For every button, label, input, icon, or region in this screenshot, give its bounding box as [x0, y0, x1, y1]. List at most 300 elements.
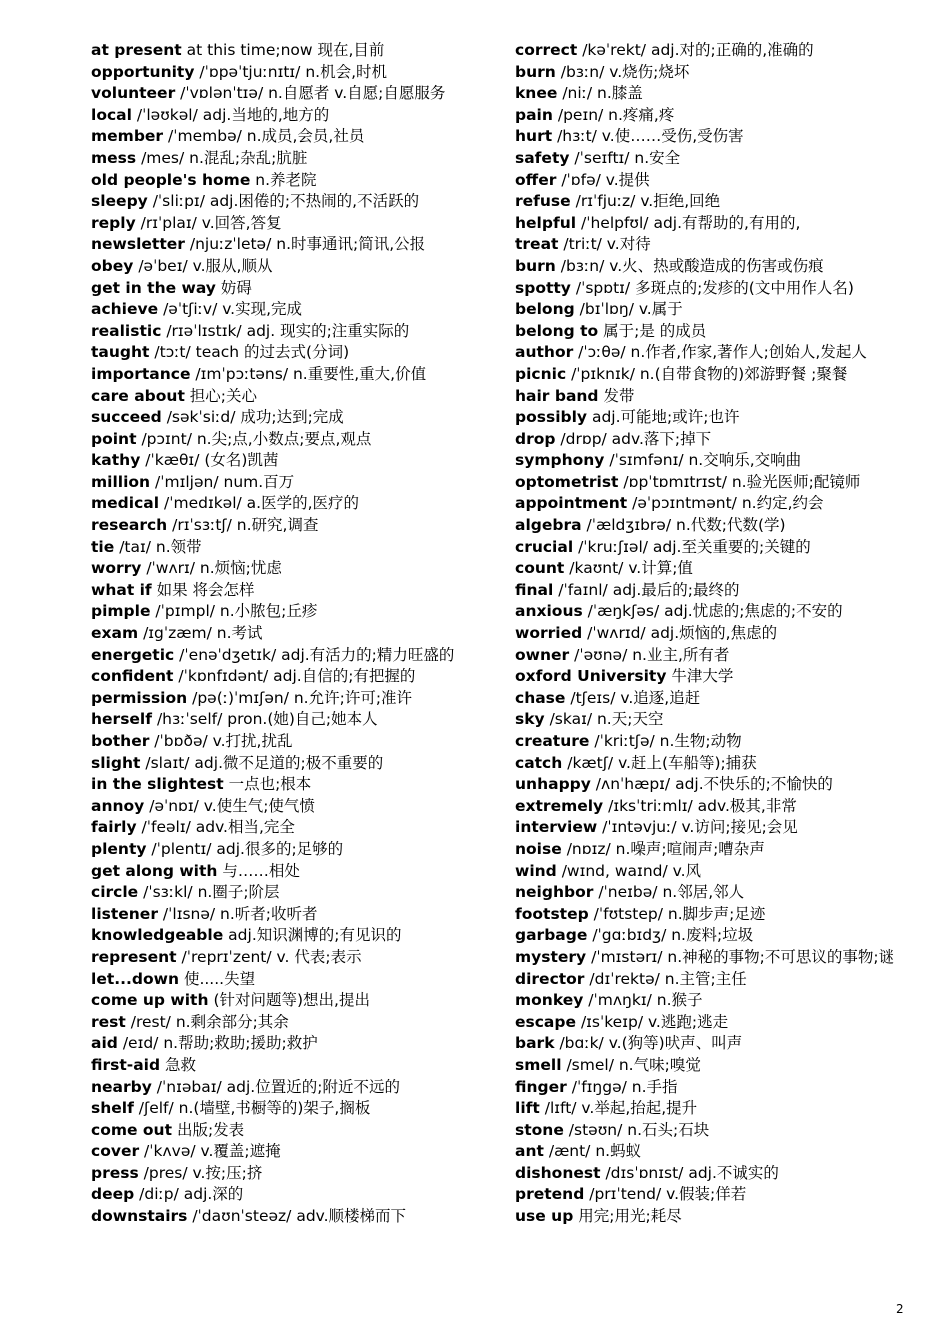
vocab-entry	[91, 1098, 483, 1120]
vocab-entry	[515, 1012, 907, 1034]
definition: /ænt/ n.蚂蚁	[548, 1142, 642, 1161]
definition: /skaɪ/ n.天;天空	[549, 710, 664, 729]
vocab-entry	[91, 666, 483, 688]
definition: /peɪn/ n.疼痛,疼	[557, 105, 675, 124]
headword: smell	[515, 1055, 562, 1074]
vocab-entry	[515, 450, 907, 472]
vocab-entry	[515, 817, 907, 839]
vocab-entry	[515, 515, 907, 537]
definition: 急救	[165, 1055, 197, 1074]
definition: /ˈpɪmpl/ n.小脓包;丘疹	[155, 602, 318, 621]
definition: /ˈnɪəbaɪ/ adj.位置近的;附近不远的	[156, 1077, 400, 1096]
headword: fairly	[91, 818, 137, 837]
headword: hurt	[515, 127, 553, 146]
headword: get along with	[91, 861, 218, 880]
headword: finger	[515, 1077, 567, 1096]
headword: lift	[515, 1099, 540, 1118]
definition: /drɒp/ adv.落下;掉下	[560, 429, 712, 448]
definition: /ˈəʊnə/ n.业主,所有者	[574, 645, 730, 664]
vocab-entry	[91, 688, 483, 710]
vocab-entry	[515, 407, 907, 429]
vocab-entry	[91, 256, 483, 278]
headword: correct	[515, 41, 578, 59]
vocab-entry	[515, 1184, 907, 1206]
vocab-entry	[515, 1077, 907, 1099]
definition: /ˈfaɪnl/ adj.最后的;最终的	[558, 580, 740, 599]
definition: /ˈkɒnfɪdənt/ adj.自信的;有把握的	[178, 667, 416, 686]
vocab-column-right	[515, 40, 907, 1228]
vocab-entry	[515, 386, 907, 408]
vocab-entry	[515, 83, 907, 105]
definition: /ɪksˈtriːmlɪ/ adv.极其,非常	[608, 796, 797, 815]
definition: /ˈɔːθə/ n.作者,作家,著作人;创始人,发起人	[578, 343, 867, 362]
headword: represent	[91, 947, 177, 966]
definition: /ˈfɪŋgə/ n.手指	[571, 1077, 678, 1096]
vocab-entry	[515, 429, 907, 451]
vocab-entry	[91, 947, 483, 969]
vocab-entry	[515, 947, 907, 969]
vocab-entry	[515, 861, 907, 883]
headword: count	[515, 559, 565, 578]
headword: belong to	[515, 321, 599, 340]
definition: (针对问题等)想出,提出	[213, 991, 370, 1010]
headword: come out	[91, 1120, 172, 1139]
headword: extremely	[515, 796, 604, 815]
definition: /hɜːt/ v.使……受伤,受伤害	[557, 127, 744, 146]
vocab-entry	[91, 472, 483, 494]
vocab-entry	[515, 364, 907, 386]
headword: exam	[91, 624, 139, 643]
headword: point	[91, 429, 137, 448]
definition: /bɜːn/ v.火、热或酸造成的伤害或伤痕	[560, 256, 824, 275]
definition: /slaɪt/ adj.微不足道的;极不重要的	[145, 753, 384, 772]
headword: creature	[515, 732, 590, 750]
headword: mystery	[515, 947, 587, 966]
headword: ant	[515, 1142, 544, 1161]
vocab-entry	[91, 796, 483, 818]
headword: reply	[91, 213, 136, 232]
vocab-entry	[91, 105, 483, 127]
headword: director	[515, 969, 585, 988]
headword: tie	[91, 537, 115, 556]
vocab-entry	[91, 709, 483, 731]
vocab-entry	[91, 493, 483, 515]
vocab-entry	[515, 472, 907, 494]
vocab-entry	[91, 925, 483, 947]
headword: symphony	[515, 451, 605, 470]
vocab-entry	[515, 753, 907, 775]
vocab-entry	[515, 1098, 907, 1120]
headword: unhappy	[515, 775, 591, 794]
vocab-entry	[91, 450, 483, 472]
definition: /rest/ n.剩余部分;其余	[130, 1012, 289, 1031]
headword: wind	[515, 861, 557, 880]
definition: /kætʃ/ v.赶上(车船等);捕获	[567, 753, 757, 772]
headword: bother	[91, 732, 150, 750]
definition: n.养老院	[255, 170, 317, 189]
definition: adj.可能地;或许;也许	[591, 408, 740, 427]
definition: /ʌnˈhæpɪ/ adj.不快乐的;不愉快的	[595, 775, 833, 794]
definition: 与……相处	[222, 861, 300, 880]
vocab-entry	[515, 774, 907, 796]
definition: /kəˈrekt/ adj.对的;正确的,准确的	[582, 41, 814, 59]
headword: shelf	[91, 1099, 134, 1118]
definition: /ˈkriːtʃə/ n.生物;动物	[594, 732, 742, 750]
headword: helpful	[515, 213, 577, 232]
headword: herself	[91, 710, 152, 729]
headword: noise	[515, 839, 562, 858]
vocab-entry	[515, 256, 907, 278]
headword: energetic	[91, 645, 175, 664]
definition: 如果 将会怎样	[156, 580, 255, 599]
headword: at present	[91, 41, 182, 59]
definition: /ˈenəˈdʒetɪk/ adj.有活力的;精力旺盛的	[179, 645, 455, 664]
vocab-entry	[91, 601, 483, 623]
vocab-column-left	[91, 40, 483, 1228]
vocab-entry	[515, 299, 907, 321]
definition: /ˈvɒlənˈtɪə/ n.自愿者 v.自愿;自愿服务	[180, 84, 446, 103]
definition: /ˈɒpəˈtjuːnɪtɪ/ n.机会,时机	[199, 62, 388, 81]
vocab-entry	[515, 558, 907, 580]
definition: /ˈkæθɪ/ (女名)凯茜	[145, 451, 279, 470]
definition: /ʃelf/ n.(墙壁,书橱等的)架子,搁板	[138, 1099, 371, 1118]
definition: /ˈæŋkʃəs/ adj.忧虑的;焦虑的;不安的	[587, 602, 843, 621]
vocab-entry	[91, 342, 483, 364]
definition: /ˈsɪmfənɪ/ n.交响乐,交响曲	[609, 451, 802, 470]
headword: member	[91, 127, 164, 146]
vocab-entry	[91, 429, 483, 451]
vocab-entry	[91, 645, 483, 667]
definition: /kaʊnt/ v.计算;值	[569, 559, 693, 578]
headword: cover	[91, 1142, 140, 1161]
headword: first-aid	[91, 1055, 161, 1074]
definition: /nɒɪz/ n.噪声;喧闹声;嘈杂声	[566, 839, 765, 858]
vocab-entry	[91, 386, 483, 408]
vocab-entry	[91, 731, 483, 753]
vocab-entry	[91, 321, 483, 343]
definition: 使.....失望	[183, 969, 256, 988]
definition: /ˈkʌvə/ v.覆盖;遮掩	[144, 1142, 281, 1161]
vocab-entry	[91, 1120, 483, 1142]
definition: /ˈsɜːkl/ n.圈子;阶层	[143, 883, 280, 902]
headword: listener	[91, 904, 158, 923]
definition: 一点也;根本	[228, 775, 312, 794]
vocab-entry	[515, 882, 907, 904]
definition: /rɪˈfjuːz/ v.拒绝,回绝	[575, 192, 721, 211]
vocab-entry	[91, 278, 483, 300]
definition: /ˈbɒðə/ v.打扰,扰乱	[154, 732, 293, 750]
headword: obey	[91, 256, 134, 275]
vocab-entry	[91, 83, 483, 105]
vocab-entry	[91, 558, 483, 580]
vocab-entry	[91, 148, 483, 170]
vocab-entry	[515, 580, 907, 602]
headword: deep	[91, 1185, 135, 1204]
headword: what if	[91, 580, 152, 599]
headword: mess	[91, 148, 137, 167]
definition: 属于;是 的成员	[603, 321, 707, 340]
definition: /əˈnɒɪ/ v.使生气;使气愤	[149, 796, 315, 815]
headword: final	[515, 580, 554, 599]
vocab-entry	[515, 148, 907, 170]
vocab-entry	[91, 839, 483, 861]
definition: /bɜːn/ v.烧伤;烧坏	[560, 62, 690, 81]
definition: /ˈmʌŋkɪ/ n.猴子	[588, 991, 703, 1010]
vocab-entry	[515, 623, 907, 645]
vocab-entry	[91, 774, 483, 796]
headword: catch	[515, 753, 563, 772]
vocab-entry	[515, 537, 907, 559]
definition: /əˈtʃiːv/ v.实现,完成	[163, 300, 303, 319]
headword: belong	[515, 300, 575, 319]
definition: /tɔːt/ teach 的过去式(分词)	[154, 343, 350, 362]
headword: interview	[515, 818, 598, 837]
headword: opportunity	[91, 62, 195, 81]
definition: /rɪəˈlɪstɪk/ adj. 现实的;注重实际的	[166, 321, 410, 340]
headword: knowledgeable	[91, 926, 224, 945]
headword: safety	[515, 148, 570, 167]
definition: /ˈlɪsnə/ n.听者;收听者	[162, 904, 318, 923]
vocab-entry	[91, 126, 483, 148]
vocab-entry	[515, 688, 907, 710]
definition: /ˈwʌrɪd/ adj.烦恼的,焦虑的	[587, 624, 778, 643]
definition: /pə(ː)ˈmɪʃən/ n.允许;许可;准许	[192, 688, 413, 707]
vocab-entry	[91, 1206, 483, 1228]
headword: picnic	[515, 364, 567, 383]
vocab-entry	[91, 213, 483, 235]
vocab-entry	[515, 601, 907, 623]
headword: confident	[91, 667, 174, 686]
definition: /ɪmˈpɔːtəns/ n.重要性,重大,价值	[195, 364, 427, 383]
vocab-entry	[515, 40, 907, 62]
definition: /dɪˈrektə/ n.主管;主任	[589, 969, 747, 988]
vocab-entry	[91, 1033, 483, 1055]
definition: /ˈplentɪ/ adj.很多的;足够的	[151, 839, 344, 858]
vocab-entry	[515, 1120, 907, 1142]
headword: burn	[515, 62, 556, 81]
definition: /tʃeɪs/ v.追逐,追赶	[570, 688, 701, 707]
vocab-entry	[515, 234, 907, 256]
vocab-entry	[515, 645, 907, 667]
definition: /taɪ/ n.领带	[119, 537, 202, 556]
vocab-entry	[91, 234, 483, 256]
vocab-entry	[91, 990, 483, 1012]
headword: neighbor	[515, 883, 594, 902]
headword: anxious	[515, 602, 583, 621]
vocab-entry	[515, 1141, 907, 1163]
definition: /ˈhelpfʊl/ adj.有帮助的,有用的,	[580, 213, 801, 232]
definition: /lɪft/ v.举起,抬起,提升	[544, 1099, 698, 1118]
headword: research	[91, 516, 168, 535]
vocab-entry	[515, 213, 907, 235]
definition: 担心;关心	[189, 386, 258, 405]
vocab-entry	[515, 278, 907, 300]
definition: /bɪˈlɒŋ/ v.属于	[579, 300, 683, 319]
vocab-entry	[91, 170, 483, 192]
definition: 牛津大学	[671, 667, 734, 686]
vocab-entry	[91, 1141, 483, 1163]
definition: /rɪˈsɜːtʃ/ n.研究,调查	[172, 516, 319, 535]
definition: /əˈbeɪ/ v.服从,顺从	[138, 256, 273, 275]
headword: in the slightest	[91, 775, 224, 794]
vocab-entry	[91, 40, 483, 62]
headword: drop	[515, 429, 556, 448]
definition: adj.知识渊博的;有见识的	[228, 926, 402, 945]
definition: /ˈpɪknɪk/ n.(自带食物的)郊游野餐 ;聚餐	[571, 364, 848, 383]
headword: spotty	[515, 278, 571, 297]
headword: downstairs	[91, 1207, 188, 1226]
vocab-entry	[515, 796, 907, 818]
definition: /əˈpɔɪntmənt/ n.约定,约会	[632, 494, 824, 513]
headword: pimple	[91, 602, 151, 621]
definition: /smel/ n.气味;嗅觉	[566, 1055, 701, 1074]
definition: /ˈkruːʃɪəl/ adj.至关重要的;关键的	[578, 537, 811, 556]
vocab-entry	[91, 299, 483, 321]
definition: /wɪnd, waɪnd/ v.风	[561, 861, 702, 880]
headword: garbage	[515, 926, 588, 945]
definition: /niː/ n.膝盖	[562, 84, 643, 103]
definition: /ˈældʒɪbrə/ n.代数;代数(学)	[586, 516, 786, 535]
headword: taught	[91, 343, 150, 362]
headword: achieve	[91, 300, 159, 319]
headword: million	[91, 472, 151, 491]
definition: 妨碍	[220, 278, 252, 297]
vocab-entry	[91, 1055, 483, 1077]
headword: sky	[515, 710, 545, 729]
headword: pretend	[515, 1185, 585, 1204]
headword: come up with	[91, 991, 209, 1010]
vocab-entry	[515, 839, 907, 861]
vocab-entry	[515, 321, 907, 343]
definition: 用完;用光;耗尽	[578, 1207, 682, 1226]
definition: /ˈmedɪkəl/ a.医学的,医疗的	[163, 494, 360, 513]
definition: /ˈmembə/ n.成员,会员,社员	[168, 127, 365, 146]
vocab-entry	[515, 170, 907, 192]
vocab-entry	[515, 904, 907, 926]
definition: /ˈɒfə/ v.提供	[561, 170, 650, 189]
vocab-entry	[515, 990, 907, 1012]
headword: nearby	[91, 1077, 152, 1096]
definition: /bɑːk/ v.(狗等)吠声、叫声	[559, 1034, 743, 1053]
vocab-entry	[515, 1163, 907, 1185]
vocab-entry	[515, 709, 907, 731]
headword: plenty	[91, 839, 147, 858]
headword: author	[515, 343, 574, 362]
vocab-entry	[515, 731, 907, 753]
definition: /ˈwʌrɪ/ n.烦恼;忧虑	[146, 559, 282, 578]
definition: /diːp/ adj.深的	[139, 1185, 244, 1204]
page-number: 2	[896, 1302, 904, 1316]
vocab-entry	[515, 342, 907, 364]
headword: local	[91, 105, 132, 124]
headword: volunteer	[91, 84, 176, 103]
headword: permission	[91, 688, 188, 707]
headword: realistic	[91, 321, 162, 340]
vocab-entry	[91, 623, 483, 645]
definition: /prɪˈtend/ v.假装;佯若	[589, 1185, 747, 1204]
headword: dishonest	[515, 1163, 601, 1182]
vocab-entry	[515, 191, 907, 213]
headword: medical	[91, 494, 160, 513]
vocab-entry	[515, 1206, 907, 1228]
headword: let...down	[91, 969, 179, 988]
vocab-entry	[91, 580, 483, 602]
headword: newsletter	[91, 235, 185, 254]
vocab-entry	[91, 753, 483, 775]
vocab-entry	[91, 1012, 483, 1034]
vocab-entry	[91, 882, 483, 904]
headword: slight	[91, 753, 141, 772]
vocab-entry	[91, 1163, 483, 1185]
vocab-entry	[515, 493, 907, 515]
vocab-entry	[91, 191, 483, 213]
definition: /ˈsliːpɪ/ adj.困倦的;不热闹的,不活跃的	[152, 192, 420, 211]
definition: /ɪsˈkeɪp/ v.逃跑;逃走	[580, 1012, 729, 1031]
definition: at this time;now 现在,目前	[186, 41, 385, 59]
vocab-entry	[91, 537, 483, 559]
definition: /ˈɪntəvjuː/ v.访问;接见;会见	[602, 818, 798, 837]
headword: old people's home	[91, 170, 251, 189]
definition: /ˈseɪftɪ/ n.安全	[574, 148, 681, 167]
headword: circle	[91, 883, 139, 902]
headword: crucial	[515, 537, 574, 556]
headword: oxford University	[515, 667, 667, 686]
definition: /ˈmɪstərɪ/ n.神秘的事物;不可思议的事物;谜	[591, 947, 895, 966]
vocab-entry	[515, 105, 907, 127]
definition: /njuːzˈletə/ n.时事通讯;简讯,公报	[189, 235, 426, 254]
headword: knee	[515, 84, 558, 103]
vocab-entry	[515, 126, 907, 148]
headword: footstep	[515, 904, 589, 923]
headword: worried	[515, 624, 583, 643]
headword: press	[91, 1163, 139, 1182]
headword: escape	[515, 1012, 576, 1031]
definition: /ɪgˈzæm/ n.考试	[143, 624, 263, 643]
headword: optometrist	[515, 472, 619, 491]
definition: /ˈmɪljən/ num.百万	[155, 472, 295, 491]
definition: /səkˈsiːd/ 成功;达到;完成	[166, 408, 344, 427]
definition: 发带	[603, 386, 635, 405]
vocab-entry	[91, 817, 483, 839]
definition: /ˈneɪbə/ n.邻居,邻人	[598, 883, 745, 902]
vocab-entry	[515, 1033, 907, 1055]
headword: get in the way	[91, 278, 216, 297]
headword: appointment	[515, 494, 628, 513]
headword: kathy	[91, 451, 141, 470]
headword: hair band	[515, 386, 599, 405]
headword: offer	[515, 170, 557, 189]
headword: importance	[91, 364, 191, 383]
headword: bark	[515, 1034, 555, 1053]
definition: /ˈdaʊnˈsteəz/ adv.顺楼梯而下	[192, 1207, 407, 1226]
definition: /ɒpˈtɒmɪtrɪst/ n.验光医师;配镜师	[623, 472, 861, 491]
vocab-entry	[515, 1055, 907, 1077]
definition: /stəʊn/ n.石头;石块	[568, 1120, 710, 1139]
vocab-entry	[91, 364, 483, 386]
headword: care about	[91, 386, 185, 405]
vocab-entry	[91, 515, 483, 537]
headword: possibly	[515, 408, 588, 427]
definition: /ˈreprɪˈzent/ v. 代表;表示	[181, 947, 362, 966]
vocab-entry	[91, 407, 483, 429]
vocab-entry	[515, 925, 907, 947]
definition: /pres/ v.按;压;挤	[143, 1163, 263, 1182]
headword: refuse	[515, 192, 571, 211]
vocab-entry	[91, 62, 483, 84]
vocab-entry	[91, 1077, 483, 1099]
headword: sleepy	[91, 192, 148, 211]
headword: treat	[515, 235, 559, 254]
